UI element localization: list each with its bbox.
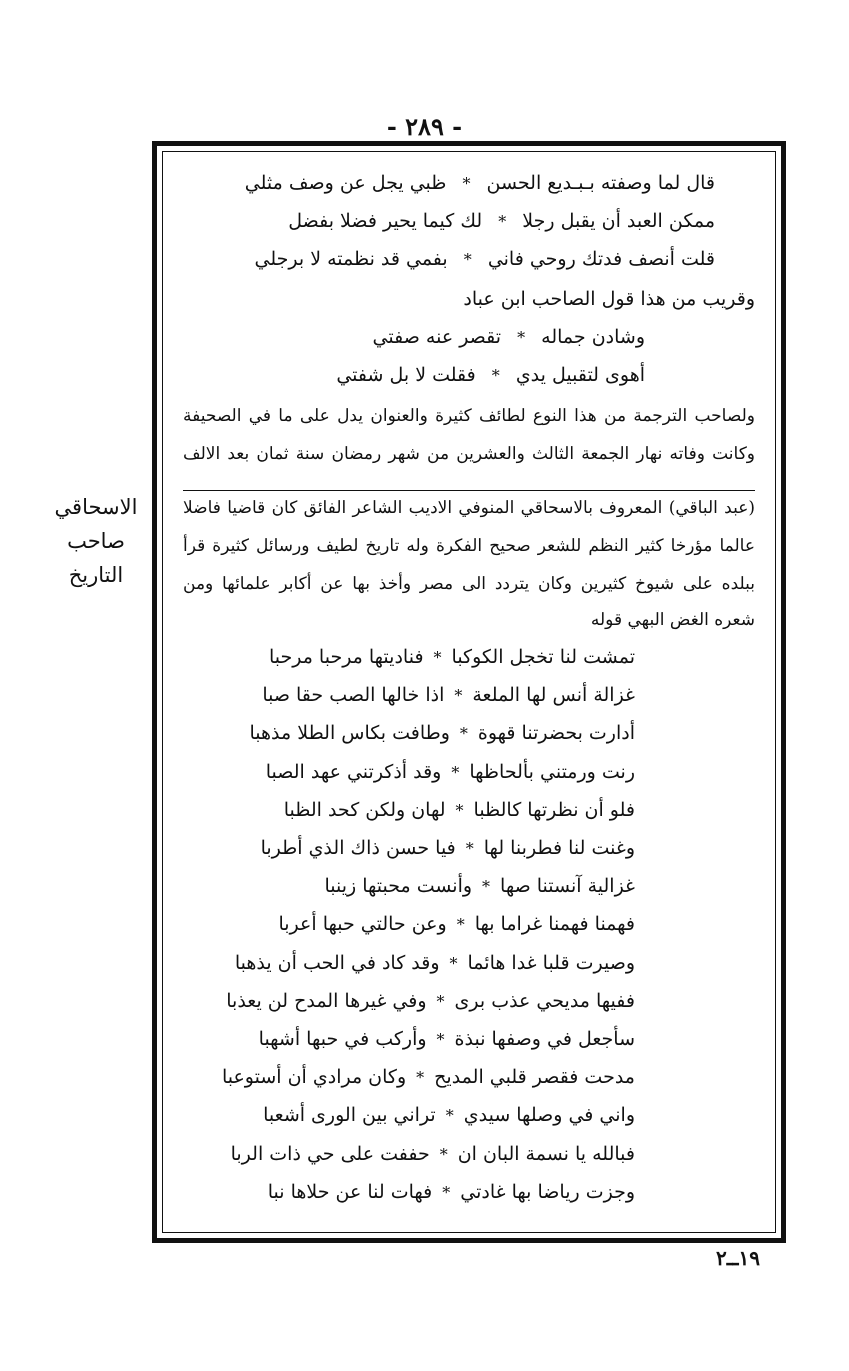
verse-separator: *: [436, 1030, 445, 1049]
hemistich: أهوى لتقبيل يدي: [515, 364, 645, 386]
hemistich: وغنت لنا فطربنا لها: [483, 837, 635, 859]
hemistich: فهمنا فهمنا غراما بها: [474, 913, 635, 936]
hemistich: فهات لنا عن حلاها نبا: [267, 1180, 433, 1203]
hemistich: وقد كاد في الحب أن يذهبا: [234, 951, 440, 974]
verse-line: [269, 648, 635, 667]
bio-line: (عبد الباقي) المعروف بالاسحاقي المنوفي الاديب الشاعر الفائق كان قاضيا فاضلا: [183, 498, 755, 518]
verse-separator: *: [465, 839, 474, 858]
hemistich: وكان مرادي أن أستوعبا: [221, 1066, 407, 1089]
verse-line: [278, 915, 635, 934]
verse-line: [265, 760, 635, 783]
verse-separator: *: [459, 724, 468, 744]
prose-line: ولصاحب الترجمة من هذا النوع لطائف كثيرة والعنوان يدل على ما في الصحيفة: [183, 406, 755, 426]
hemistich: سأجعل في وصفها نبذة: [454, 1028, 635, 1050]
hemistich: غزالة أنس لها الملعة: [472, 684, 635, 707]
hemistich: اذا خالها الصب حقا صبا: [262, 684, 445, 707]
verse-separator: *: [462, 174, 471, 193]
text-frame-inner: [162, 151, 776, 1233]
text-frame: [152, 141, 786, 1243]
hemistich: فقلت لا بل شفتي: [336, 364, 476, 386]
hemistich: حففت على حي ذات الربا: [230, 1142, 430, 1165]
page-number: - ٢٨٩ -: [386, 112, 463, 141]
margin-note-line: الاسحاقي: [54, 495, 138, 519]
verse-line: [250, 724, 635, 743]
hemistich: قلت أنصف فدتك روحي فاني: [487, 248, 715, 270]
verse-line: [255, 250, 715, 269]
hemistich: لك كيما يحير فضلا بفضل: [288, 210, 483, 232]
bio-line: ببلده على شيوخ كثيرين وكان يتردد الى مصر وأخذ بها عن أكابر علمائها ومن: [183, 574, 755, 594]
hemistich: أدارت بحضرتنا قهوة: [477, 722, 635, 745]
verse-separator: *: [482, 877, 491, 897]
margin-note: [46, 490, 146, 592]
hemistich: وصيرت قلبا غدا هائما: [467, 951, 635, 974]
verse-line: [288, 212, 715, 231]
hemistich: فلو أن نظرتها كالظبا: [473, 798, 635, 821]
prose-line: وكانت وفاته نهار الجمعة الثالث والعشرين من شهر رمضان سنة ثمان بعد الالف: [183, 444, 755, 464]
hemistich: غزالية آنستنا صها: [500, 875, 635, 898]
verse-separator: *: [442, 1182, 451, 1202]
verse-line: [261, 839, 635, 858]
verse-separator: *: [439, 1144, 448, 1164]
hemistich: ظبي يجل عن وصف مثلي: [244, 172, 447, 194]
verse-separator: *: [498, 212, 507, 231]
hemistich: مدحت فقصر قلبي المديح: [434, 1066, 635, 1089]
hemistich: رنت ورمتني بألحاظها: [469, 760, 635, 783]
margin-note-line: صاحب: [67, 529, 125, 553]
hemistich: وأنست محبتها زينبا: [324, 875, 473, 898]
verse-line: [234, 951, 635, 974]
prose-line: وقريب من هذا قول الصاحب ابن عباد: [463, 288, 755, 310]
verse-line: [245, 174, 715, 193]
hemistich: واني في وصلها سيدي: [463, 1104, 635, 1127]
verse-separator: *: [455, 800, 464, 820]
verse-line: [226, 989, 635, 1012]
verse-line: [336, 366, 645, 385]
hemistich: لهان ولكن كحد الظبا: [283, 798, 446, 821]
verse-line: [262, 686, 635, 705]
verse-separator: *: [463, 250, 472, 269]
hemistich: وفي غيرها المدح لن يعذبا: [226, 989, 427, 1012]
verse-line: [373, 328, 645, 347]
hemistich: تمشت لنا تخجل الكوكبا: [451, 646, 635, 668]
verse-separator: *: [436, 991, 445, 1011]
signature-mark: ١٩ــ٢: [716, 1246, 760, 1270]
verse-line: [324, 877, 635, 896]
bio-line: عالما مؤرخا كثير النظم للشعر صحيح الفكرة وله تاريخ لطيف ورسائل كثيرة قرأ: [183, 536, 755, 556]
verse-separator: *: [449, 953, 458, 973]
hemistich: تقصر عنه صفتي: [372, 326, 502, 348]
verse-separator: *: [416, 1068, 425, 1088]
hemistich: وأركب في حبها أشهبا: [258, 1028, 427, 1050]
hemistich: وعن حالتي حبها أعربا: [278, 913, 447, 936]
hemistich: تراني بين الورى أشعبا: [263, 1104, 436, 1127]
hemistich: فيا حسن ذاك الذي أطربا: [260, 837, 456, 859]
hemistich: ممكن العبد أن يقبل رجلا: [522, 210, 715, 232]
verse-line: [263, 1106, 635, 1125]
hemistich: ففيها مديحي عذب برى: [454, 989, 635, 1012]
verse-separator: *: [454, 686, 463, 706]
margin-note-line: التاريخ: [68, 563, 124, 587]
hemistich: وطافت بكاس الطلا مذهبا: [249, 722, 450, 745]
hemistich: وشادن جماله: [541, 326, 645, 348]
hemistich: بفمي قد نظمته لا برجلي: [254, 248, 448, 270]
hemistich: فبالله يا نسمة البان ان: [457, 1142, 635, 1165]
verse-line: [267, 1180, 635, 1203]
section-divider: [183, 490, 755, 491]
verse-line: [222, 1068, 635, 1087]
verse-line: [230, 1142, 635, 1165]
hemistich: قال لما وصفته بـبـديع الحسن: [486, 172, 715, 194]
hemistich: وقد أذكرتني عهد الصبا: [265, 760, 442, 783]
verse-separator: *: [456, 915, 465, 935]
verse-line: [283, 798, 635, 821]
verse-separator: *: [433, 648, 442, 667]
verse-separator: *: [451, 762, 460, 782]
verse-separator: *: [445, 1106, 454, 1126]
hemistich: فناديتها مرحبا مرحبا: [268, 646, 424, 668]
bio-line: شعره الغض البهي قوله: [590, 610, 755, 630]
verse-separator: *: [491, 366, 500, 385]
hemistich: وجزت رياضا بها غادتي: [460, 1180, 635, 1203]
verse-separator: *: [517, 328, 526, 347]
verse-line: [259, 1030, 635, 1049]
